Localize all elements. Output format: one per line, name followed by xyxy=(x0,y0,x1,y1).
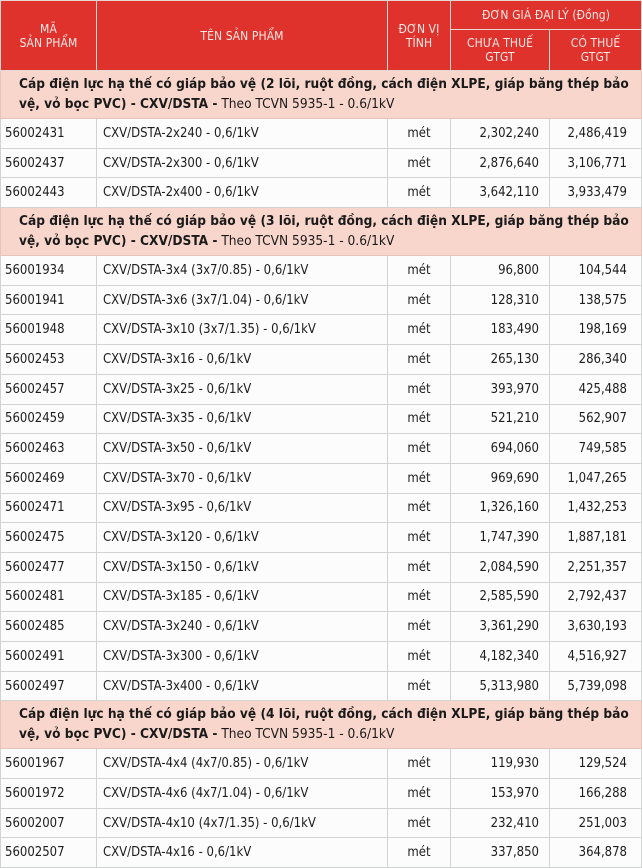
product-name-cell: CXV/DSTA-3x185 - 0,6/1kV xyxy=(97,582,388,612)
unit-cell: mét xyxy=(388,148,451,178)
price-with-vat-cell: 1,887,181 xyxy=(550,523,642,553)
unit-cell: mét xyxy=(388,523,451,553)
price-with-vat-cell: 286,340 xyxy=(550,345,642,375)
unit-cell: mét xyxy=(388,838,451,868)
unit-cell: mét xyxy=(388,779,451,809)
unit-cell: mét xyxy=(388,374,451,404)
section-header xyxy=(1,71,642,119)
product-name-cell: CXV/DSTA-3x150 - 0,6/1kV xyxy=(97,552,388,582)
price-with-vat-cell: 251,003 xyxy=(550,808,642,838)
header-price-group-text: ĐƠN GIÁ ĐẠI LÝ (Đồng) xyxy=(481,8,611,22)
product-name-cell: CXV/DSTA-3x25 - 0,6/1kV xyxy=(97,374,388,404)
section-header xyxy=(1,208,642,256)
unit-cell: mét xyxy=(388,493,451,523)
table-row xyxy=(1,749,642,779)
product-code-cell: 56001967 xyxy=(1,749,97,779)
product-name-cell: CXV/DSTA-4x6 (4x7/1.04) - 0,6/1kV xyxy=(97,779,388,809)
price-before-vat-cell: 153,970 xyxy=(451,779,550,809)
product-code-cell: 56002457 xyxy=(1,374,97,404)
price-with-vat-cell: 562,907 xyxy=(550,404,642,434)
product-code-cell: 56002477 xyxy=(1,552,97,582)
price-before-vat-cell: 1,326,160 xyxy=(451,493,550,523)
table-row xyxy=(1,493,642,523)
price-before-vat-cell: 2,876,640 xyxy=(451,148,550,178)
price-before-vat-cell: 969,690 xyxy=(451,463,550,493)
table-row xyxy=(1,434,642,464)
unit-cell: mét xyxy=(388,808,451,838)
price-before-vat-cell: 2,585,590 xyxy=(451,582,550,612)
table-row xyxy=(1,345,642,375)
header-with-vat xyxy=(550,30,642,71)
table-body xyxy=(1,71,642,868)
price-before-vat-cell: 5,313,980 xyxy=(451,671,550,701)
product-code-cell: 56001948 xyxy=(1,315,97,345)
header-price-group xyxy=(451,1,642,30)
price-before-vat-cell: 3,642,110 xyxy=(451,178,550,208)
price-with-vat-cell: 1,047,265 xyxy=(550,463,642,493)
product-name-cell: CXV/DSTA-3x70 - 0,6/1kV xyxy=(97,463,388,493)
price-with-vat-cell: 1,432,253 xyxy=(550,493,642,523)
table-row xyxy=(1,119,642,149)
table-row xyxy=(1,315,642,345)
product-name-cell: CXV/DSTA-3x300 - 0,6/1kV xyxy=(97,642,388,672)
price-before-vat-cell: 96,800 xyxy=(451,256,550,286)
table-row xyxy=(1,178,642,208)
price-before-vat-cell: 2,084,590 xyxy=(451,552,550,582)
unit-cell: mét xyxy=(388,552,451,582)
price-with-vat-cell: 198,169 xyxy=(550,315,642,345)
section-standard-note: Theo TCVN 5935-1 - 0.6/1kV xyxy=(217,96,395,112)
product-name-cell: CXV/DSTA-4x4 (4x7/0.85) - 0,6/1kV xyxy=(97,749,388,779)
table-row xyxy=(1,552,642,582)
price-with-vat-cell: 2,486,419 xyxy=(550,119,642,149)
product-code-cell: 56001934 xyxy=(1,256,97,286)
table-row xyxy=(1,374,642,404)
unit-cell: mét xyxy=(388,256,451,286)
table-row xyxy=(1,779,642,809)
header-before-vat xyxy=(451,30,550,71)
section-standard-note: Theo TCVN 5935-1 - 0.6/1kV xyxy=(217,726,395,743)
price-with-vat-cell: 2,251,357 xyxy=(550,552,642,582)
price-before-vat-cell: 4,182,340 xyxy=(451,642,550,672)
unit-cell: mét xyxy=(388,642,451,672)
header-with-vat-text: CÓ THUẾ GTGT xyxy=(570,36,621,64)
section-title-cell xyxy=(1,701,642,749)
product-name-cell: CXV/DSTA-3x10 (3x7/1.35) - 0,6/1kV xyxy=(97,315,388,345)
unit-cell: mét xyxy=(388,434,451,464)
price-before-vat-cell: 265,130 xyxy=(451,345,550,375)
price-before-vat-cell: 3,361,290 xyxy=(451,612,550,642)
product-name-cell: CXV/DSTA-3x120 - 0,6/1kV xyxy=(97,523,388,553)
product-name-cell: CXV/DSTA-2x400 - 0,6/1kV xyxy=(97,178,388,208)
product-code-cell: 56002469 xyxy=(1,463,97,493)
table-row xyxy=(1,808,642,838)
section-standard-note: Theo TCVN 5935-1 - 0.6/1kV xyxy=(217,233,395,250)
product-code-cell: 56002491 xyxy=(1,642,97,672)
unit-cell: mét xyxy=(388,119,451,149)
product-name-cell: CXV/DSTA-3x240 - 0,6/1kV xyxy=(97,612,388,642)
product-code-cell: 56002007 xyxy=(1,808,97,838)
price-with-vat-cell: 3,933,479 xyxy=(550,178,642,208)
price-with-vat-cell: 104,544 xyxy=(550,256,642,286)
section-title: Cáp điện lực hạ thế có giáp bảo vệ (3 lõi, ruột đồng, cách điện XLPE, giáp băng thép bảo vệ, vỏ bọc PVC) - CXV/DSTA - xyxy=(19,213,629,250)
product-code-cell: 56002481 xyxy=(1,582,97,612)
price-with-vat-cell: 364,878 xyxy=(550,838,642,868)
price-with-vat-cell: 166,288 xyxy=(550,779,642,809)
table-row xyxy=(1,612,642,642)
header-code-text: MÃ SẢN PHẨM xyxy=(19,21,78,50)
unit-cell: mét xyxy=(388,749,451,779)
product-name-cell: CXV/DSTA-4x16 - 0,6/1kV xyxy=(97,838,388,868)
price-before-vat-cell: 128,310 xyxy=(451,285,550,315)
unit-cell: mét xyxy=(388,315,451,345)
section-title: Cáp điện lực hạ thế có giáp bảo vệ (4 lõi, ruột đồng, cách điện XLPE, giáp băng thép bảo vệ, vỏ bọc PVC) - CXV/DSTA - xyxy=(19,706,629,743)
table-row xyxy=(1,285,642,315)
product-name-cell: CXV/DSTA-2x300 - 0,6/1kV xyxy=(97,148,388,178)
table-row xyxy=(1,523,642,553)
header-code xyxy=(1,1,97,71)
unit-cell: mét xyxy=(388,612,451,642)
table-row xyxy=(1,671,642,701)
product-code-cell: 56002475 xyxy=(1,523,97,553)
price-before-vat-cell: 393,970 xyxy=(451,374,550,404)
product-code-cell: 56002463 xyxy=(1,434,97,464)
unit-cell: mét xyxy=(388,463,451,493)
price-before-vat-cell: 1,747,390 xyxy=(451,523,550,553)
unit-cell: mét xyxy=(388,345,451,375)
product-code-cell: 56002431 xyxy=(1,119,97,149)
table-row xyxy=(1,582,642,612)
table-row xyxy=(1,642,642,672)
unit-cell: mét xyxy=(388,178,451,208)
unit-cell: mét xyxy=(388,404,451,434)
section-title-cell xyxy=(1,71,642,119)
header-before-vat-text: CHƯA THUẾ GTGT xyxy=(466,36,534,64)
price-with-vat-cell: 2,792,437 xyxy=(550,582,642,612)
unit-cell: mét xyxy=(388,285,451,315)
price-before-vat-cell: 337,850 xyxy=(451,838,550,868)
product-code-cell: 56002471 xyxy=(1,493,97,523)
price-with-vat-cell: 138,575 xyxy=(550,285,642,315)
price-with-vat-cell: 749,585 xyxy=(550,434,642,464)
product-name-cell: CXV/DSTA-3x4 (3x7/0.85) - 0,6/1kV xyxy=(97,256,388,286)
product-name-cell: CXV/DSTA-3x35 - 0,6/1kV xyxy=(97,404,388,434)
price-with-vat-cell: 3,630,193 xyxy=(550,612,642,642)
unit-cell: mét xyxy=(388,671,451,701)
product-name-cell: CXV/DSTA-3x95 - 0,6/1kV xyxy=(97,493,388,523)
price-with-vat-cell: 425,488 xyxy=(550,374,642,404)
price-with-vat-cell: 4,516,927 xyxy=(550,642,642,672)
table-row xyxy=(1,148,642,178)
product-name-cell: CXV/DSTA-3x400 - 0,6/1kV xyxy=(97,671,388,701)
header-name-text: TÊN SẢN PHẨM xyxy=(200,28,284,43)
price-before-vat-cell: 119,930 xyxy=(451,749,550,779)
section-title-cell xyxy=(1,208,642,256)
product-code-cell: 56001941 xyxy=(1,285,97,315)
price-before-vat-cell: 232,410 xyxy=(451,808,550,838)
product-code-cell: 56002459 xyxy=(1,404,97,434)
table-row xyxy=(1,404,642,434)
product-code-cell: 56002453 xyxy=(1,345,97,375)
product-code-cell: 56002497 xyxy=(1,671,97,701)
price-with-vat-cell: 5,739,098 xyxy=(550,671,642,701)
table-row xyxy=(1,463,642,493)
header-unit xyxy=(388,1,451,71)
product-name-cell: CXV/DSTA-2x240 - 0,6/1kV xyxy=(97,119,388,149)
section-header xyxy=(1,701,642,749)
product-code-cell: 56002485 xyxy=(1,612,97,642)
table-row xyxy=(1,256,642,286)
section-title: Cáp điện lực hạ thế có giáp bảo vệ (2 lõi, ruột đồng, cách điện XLPE, giáp băng thép bảo vệ, vỏ bọc PVC) - CXV/DSTA - xyxy=(19,76,629,112)
price-with-vat-cell: 3,106,771 xyxy=(550,148,642,178)
product-name-cell: CXV/DSTA-3x6 (3x7/1.04) - 0,6/1kV xyxy=(97,285,388,315)
price-before-vat-cell: 694,060 xyxy=(451,434,550,464)
product-name-cell: CXV/DSTA-3x16 - 0,6/1kV xyxy=(97,345,388,375)
unit-cell: mét xyxy=(388,582,451,612)
product-code-cell: 56001972 xyxy=(1,779,97,809)
price-before-vat-cell: 2,302,240 xyxy=(451,119,550,149)
price-before-vat-cell: 521,210 xyxy=(451,404,550,434)
product-code-cell: 56002507 xyxy=(1,838,97,868)
product-name-cell: CXV/DSTA-3x50 - 0,6/1kV xyxy=(97,434,388,464)
table-row xyxy=(1,838,642,868)
product-name-cell: CXV/DSTA-4x10 (4x7/1.35) - 0,6/1kV xyxy=(97,808,388,838)
price-before-vat-cell: 183,490 xyxy=(451,315,550,345)
price-with-vat-cell: 129,524 xyxy=(550,749,642,779)
product-code-cell: 56002437 xyxy=(1,148,97,178)
product-code-cell: 56002443 xyxy=(1,178,97,208)
header-unit-text: ĐƠN VỊ TÍNH xyxy=(398,21,440,50)
header-name xyxy=(97,1,388,71)
